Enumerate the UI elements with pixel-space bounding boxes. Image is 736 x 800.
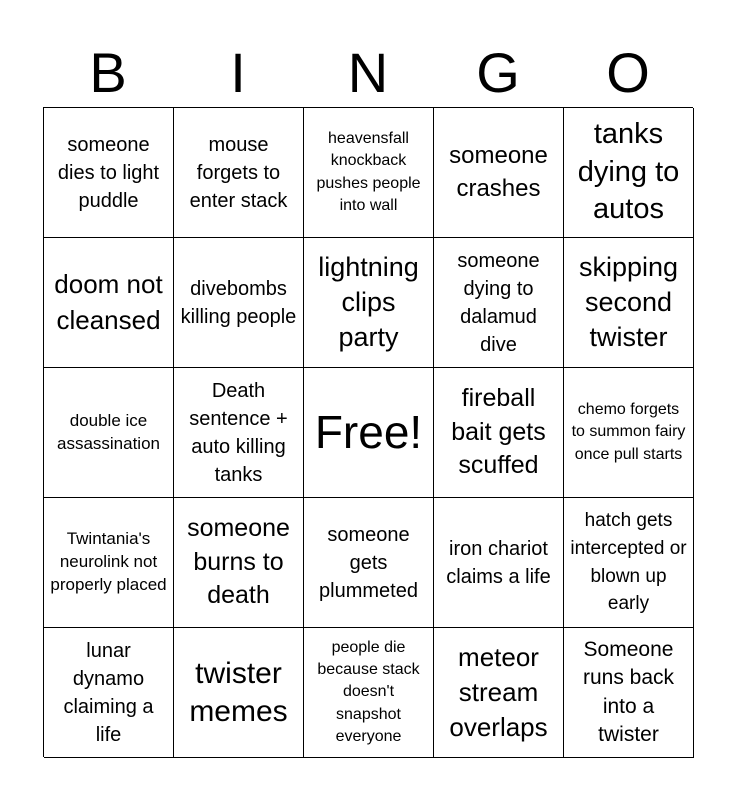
cell-text: Someone runs back into a twister: [582, 637, 675, 746]
bingo-cell[interactable]: [174, 368, 304, 498]
bingo-header: [43, 40, 693, 106]
cell-text: lunar dynamo claiming a life: [63, 639, 154, 746]
cell-text: doom not cleansed: [54, 269, 163, 335]
bingo-cell[interactable]: [564, 498, 694, 628]
bingo-cell[interactable]: [564, 108, 694, 238]
bingo-board: [43, 107, 693, 757]
free-space-cell[interactable]: [304, 368, 434, 498]
cell-text: Death sentence + auto killing tanks: [189, 379, 288, 486]
bingo-cell[interactable]: [434, 238, 564, 368]
cell-text: divebombs killing people: [180, 277, 297, 328]
cell-text: double ice assassination: [56, 410, 160, 453]
bingo-cell[interactable]: [434, 498, 564, 628]
header-letter-n: N: [347, 41, 389, 104]
cell-text: meteor stream overlaps: [449, 641, 548, 743]
bingo-cell[interactable]: [564, 368, 694, 498]
bingo-cell[interactable]: [434, 108, 564, 238]
bingo-cell[interactable]: [304, 628, 434, 758]
bingo-cell[interactable]: [44, 628, 174, 758]
bingo-cell[interactable]: [434, 368, 564, 498]
bingo-cell[interactable]: [44, 238, 174, 368]
cell-text: lightning clips party: [318, 251, 419, 353]
free-space-text: Free!: [314, 406, 423, 459]
cell-text: someone dies to light puddle: [57, 133, 160, 212]
bingo-cell[interactable]: [174, 238, 304, 368]
bingo-cell[interactable]: [434, 628, 564, 758]
bingo-cell[interactable]: [174, 628, 304, 758]
header-letter-b: B: [89, 41, 127, 104]
bingo-cell[interactable]: [564, 238, 694, 368]
cell-text: twister memes: [189, 657, 288, 728]
cell-text: hatch gets intercepted or blown up early: [570, 510, 687, 615]
cell-text: heavensfall knockback pushes people into wall: [316, 129, 421, 214]
bingo-cell[interactable]: [44, 108, 174, 238]
bingo-cell[interactable]: [174, 498, 304, 628]
cell-text: someone gets plummeted: [319, 523, 418, 602]
header-letter-g: G: [476, 41, 520, 104]
cell-text: fireball bait gets scuffed: [451, 383, 546, 480]
cell-text: someone burns to death: [187, 513, 290, 610]
cell-text: chemo forgets to summon fairy once pull starts: [571, 400, 686, 463]
cell-text: mouse forgets to enter stack: [189, 133, 288, 212]
cell-text: tanks dying to autos: [577, 117, 680, 226]
bingo-cell[interactable]: [174, 108, 304, 238]
header-letter-i: I: [230, 41, 246, 104]
bingo-cell[interactable]: [44, 498, 174, 628]
bingo-cell[interactable]: [304, 498, 434, 628]
cell-text: someone crashes: [449, 142, 548, 202]
header-letter-o: O: [606, 41, 650, 104]
cell-text: skipping second twister: [578, 251, 679, 353]
bingo-cell[interactable]: [44, 368, 174, 498]
bingo-cell[interactable]: [304, 238, 434, 368]
cell-text: someone dying to dalamud dive: [457, 249, 540, 356]
cell-text: iron chariot claims a life: [446, 537, 551, 588]
cell-text: Twintania's neurolink not properly placed: [50, 529, 167, 594]
bingo-cell[interactable]: [564, 628, 694, 758]
bingo-cell[interactable]: [304, 108, 434, 238]
cell-text: people die because stack doesn't snapshot everyone: [317, 638, 420, 746]
